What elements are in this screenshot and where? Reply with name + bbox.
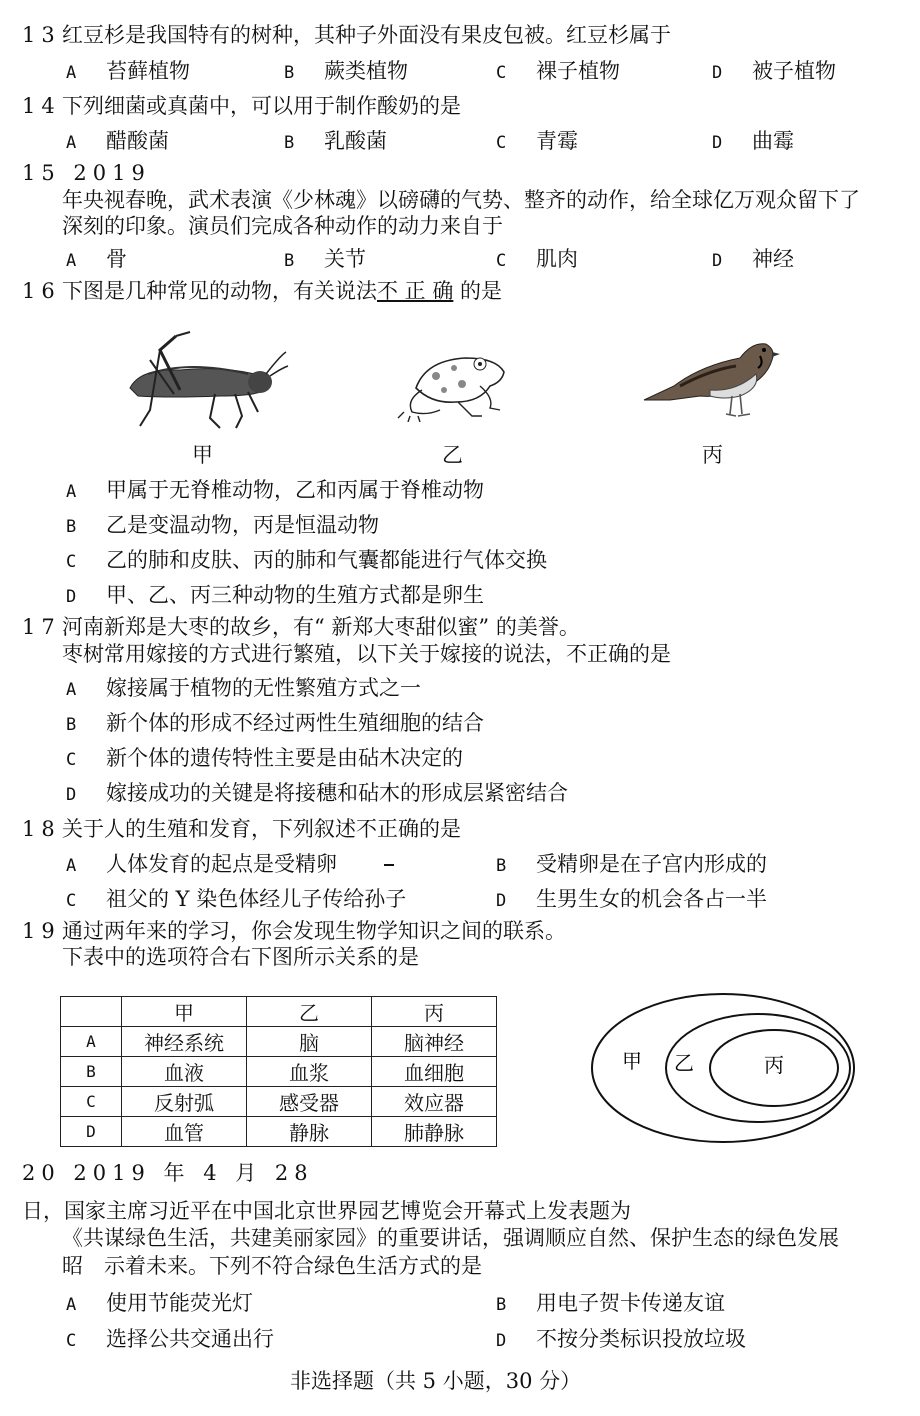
- venn-diagram: [588, 990, 858, 1146]
- table-cell: 血液: [122, 1057, 247, 1087]
- q18-stem: 关于人的生殖和发育，下列叙述不正确的是: [62, 817, 461, 841]
- table-row: [61, 1027, 497, 1057]
- q17-option-b[interactable]: B 新个体的形成不经过两性生殖细胞的结合: [66, 711, 484, 735]
- q16-option-c[interactable]: C 乙的肺和皮肤、丙的肺和气囊都能进行气体交换: [66, 548, 547, 572]
- q17-number: 17: [22, 615, 61, 639]
- q18-option-b[interactable]: B 受精卵是在子宫内形成的: [496, 852, 767, 876]
- q13-stem: 红豆杉是我国特有的树种，其种子外面没有果皮包被。红豆杉属于: [62, 23, 671, 47]
- q16-option-a[interactable]: A 甲属于无脊椎动物，乙和丙属于脊椎动物: [66, 478, 484, 502]
- q16-option-d[interactable]: D 甲、乙、丙三种动物的生殖方式都是卵生: [66, 583, 484, 607]
- relation-table: [60, 996, 497, 1147]
- q15-number: 15 2019: [22, 161, 151, 185]
- q19-stem-line1: 通过两年来的学习，你会发现生物学知识之间的联系。: [62, 919, 566, 943]
- q20-stem-line1: 日，国家主席习近平在中国北京世界园艺博览会开幕式上发表题为: [22, 1199, 631, 1223]
- table-row: [61, 1117, 497, 1147]
- venn-label-jia: 甲: [622, 1049, 642, 1073]
- section-title: 非选择题（共 5 小题，30 分）: [290, 1369, 582, 1393]
- table-header-cell: 丙: [372, 997, 497, 1027]
- q16-number: 16: [22, 279, 61, 303]
- q20-option-c[interactable]: C 选择公共交通出行: [66, 1327, 274, 1351]
- table-cell: C: [61, 1087, 122, 1117]
- q15-option-d[interactable]: D 神经: [712, 247, 794, 271]
- q15-option-c[interactable]: C 肌肉: [496, 247, 578, 271]
- q20-stem-line3: 昭 示着未来。下列不符合绿色生活方式的是: [62, 1254, 482, 1278]
- q17-stem-line1: 河南新郑是大枣的故乡，有“ 新郑大枣甜似蜜” 的美誉。: [62, 615, 580, 639]
- table-header-row: [61, 997, 497, 1027]
- q13-number: 13: [22, 23, 61, 47]
- q17-option-c[interactable]: C 新个体的遗传特性主要是由砧木决定的: [66, 746, 463, 770]
- q15-stem-line2: 深刻的印象。演员们完成各种动作的动力来自于: [62, 214, 503, 238]
- table-cell: B: [61, 1057, 122, 1087]
- q13-option-b[interactable]: B 蕨类植物: [284, 59, 408, 83]
- table-row: [61, 1087, 497, 1117]
- q14-option-d[interactable]: D 曲霉: [712, 129, 794, 153]
- venn-label-yi: 乙: [674, 1051, 694, 1075]
- q19-number: 19: [22, 919, 61, 943]
- frog-image: [396, 346, 508, 422]
- sparrow-image: [640, 330, 780, 422]
- table-cell: 血管: [122, 1117, 247, 1147]
- venn-label-bing: 丙: [764, 1053, 784, 1077]
- caption-yi: 乙: [442, 443, 463, 467]
- table-cell: 脑: [247, 1027, 372, 1057]
- q20-option-a[interactable]: A 使用节能荧光灯: [66, 1291, 253, 1315]
- q20-number: 20 2019 年 4 月 28: [22, 1161, 314, 1185]
- stray-mark: [384, 864, 394, 866]
- q14-number: 14: [22, 94, 61, 118]
- table-cell: 效应器: [372, 1087, 497, 1117]
- q13-option-d[interactable]: D 被子植物: [712, 59, 836, 83]
- q16-emphasis-not-correct: 不 正 确: [377, 279, 454, 303]
- table-cell: 神经系统: [122, 1027, 247, 1057]
- table-cell: 血细胞: [372, 1057, 497, 1087]
- table-cell: 反射弧: [122, 1087, 247, 1117]
- table-cell: D: [61, 1117, 122, 1147]
- table-cell: 肺静脉: [372, 1117, 497, 1147]
- table-cell: 血浆: [247, 1057, 372, 1087]
- q20-option-d[interactable]: D 不按分类标识投放垃圾: [496, 1327, 746, 1351]
- table-cell: 静脉: [247, 1117, 372, 1147]
- grasshopper-image: [120, 330, 290, 430]
- q18-option-c[interactable]: C 祖父的 Y 染色体经儿子传给孙子: [66, 887, 407, 911]
- q14-option-c[interactable]: C 青霉: [496, 129, 578, 153]
- q16-option-b[interactable]: B 乙是变温动物，丙是恒温动物: [66, 513, 379, 537]
- table-header-cell: [61, 997, 122, 1027]
- table-cell: A: [61, 1027, 122, 1057]
- q13-option-a[interactable]: A 苔藓植物: [66, 59, 190, 83]
- q17-option-d[interactable]: D 嫁接成功的关键是将接穗和砧木的形成层紧密结合: [66, 781, 568, 805]
- q17-option-a[interactable]: A 嫁接属于植物的无性繁殖方式之一: [66, 676, 421, 700]
- q16-stem: 下图是几种常见的动物，有关说法不 正 确 的是: [62, 279, 503, 303]
- table-row: [61, 1057, 497, 1087]
- q13-option-c[interactable]: C 裸子植物: [496, 59, 620, 83]
- q14-option-b[interactable]: B 乳酸菌: [284, 129, 387, 153]
- q14-option-a[interactable]: A 醋酸菌: [66, 129, 169, 153]
- q20-stem-line2: 《共谋绿色生活，共建美丽家园》的重要讲话，强调顺应自然、保护生态的绿色发展: [62, 1226, 839, 1250]
- q18-option-d[interactable]: D 生男生女的机会各占一半: [496, 887, 767, 911]
- table-header-cell: 甲: [122, 997, 247, 1027]
- q15-option-a[interactable]: A 骨: [66, 247, 127, 271]
- q18-option-a[interactable]: A 人体发育的起点是受精卵: [66, 852, 337, 876]
- q20-option-b[interactable]: B 用电子贺卡传递友谊: [496, 1291, 725, 1315]
- caption-bing: 丙: [702, 443, 723, 467]
- q17-stem-line2: 枣树常用嫁接的方式进行繁殖，以下关于嫁接的说法，不正确的是: [62, 642, 671, 666]
- table-cell: 感受器: [247, 1087, 372, 1117]
- q15-stem-line1: 年央视春晚，武术表演《少林魂》以磅礴的气势、整齐的动作，给全球亿万观众留下了: [62, 188, 860, 212]
- table-cell: 脑神经: [372, 1027, 497, 1057]
- q14-stem: 下列细菌或真菌中，可以用于制作酸奶的是: [62, 94, 461, 118]
- caption-jia: 甲: [192, 443, 213, 467]
- q19-stem-line2: 下表中的选项符合右下图所示关系的是: [62, 945, 419, 969]
- table-header-cell: 乙: [247, 997, 372, 1027]
- q15-option-b[interactable]: B 关节: [284, 247, 366, 271]
- q18-number: 18: [22, 817, 61, 841]
